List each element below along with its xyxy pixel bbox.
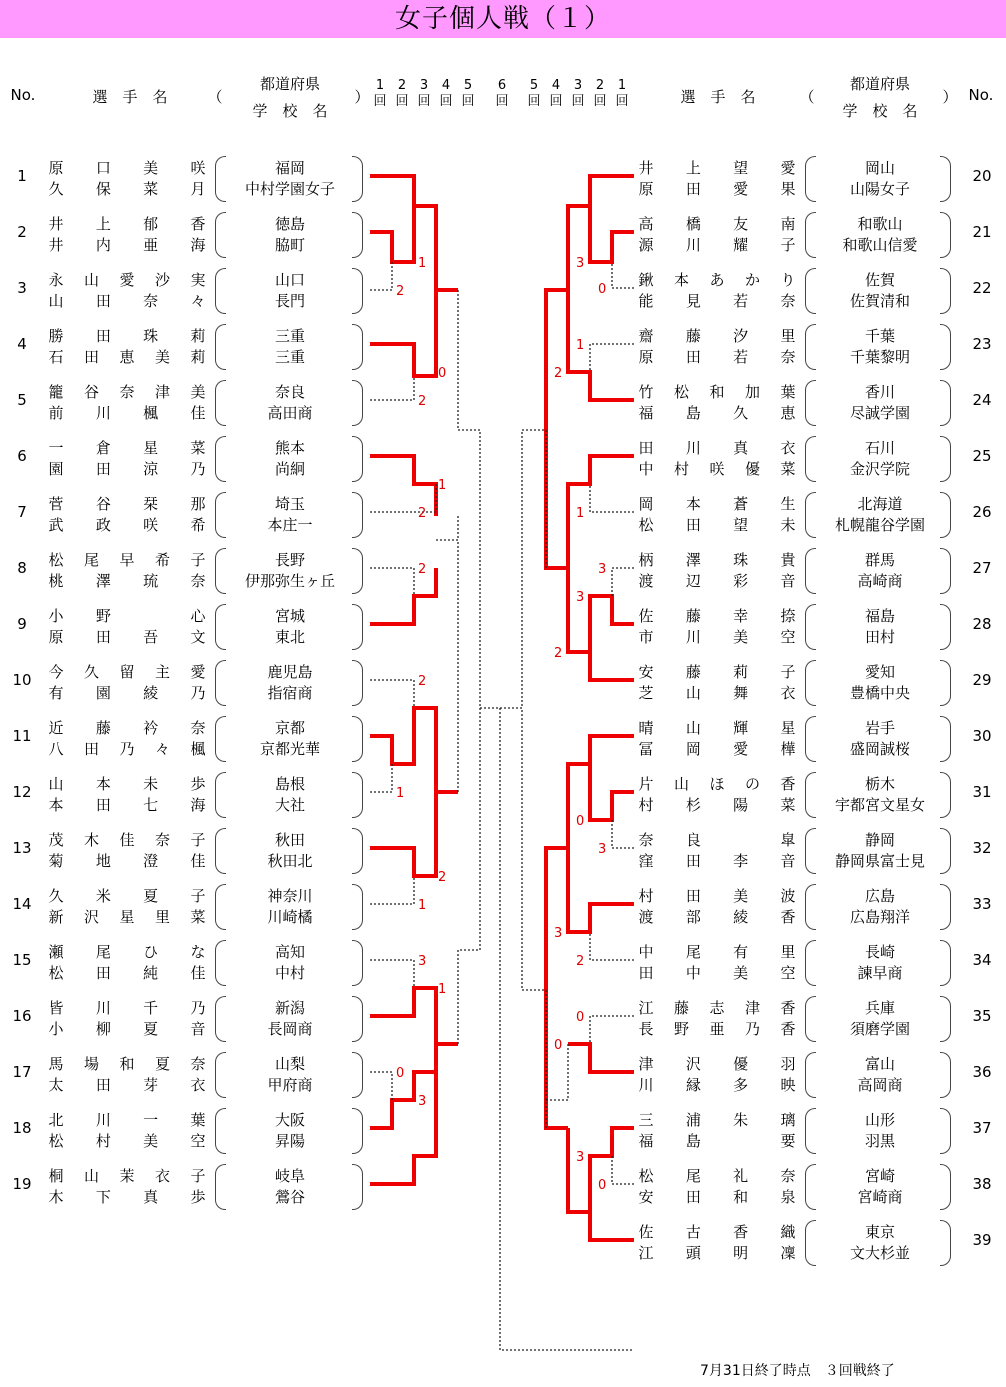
partner-name: 窪 田 李 音 [638, 852, 796, 870]
prefecture: 香川 [864, 383, 895, 401]
player-name: 村 田 美 波 [638, 887, 796, 905]
round-suffix: 回 [571, 94, 585, 109]
header-pref-right: 都道府県 [849, 75, 910, 93]
match-score: 2 [396, 284, 405, 299]
partner-name: 武 政 咲 希 [48, 516, 206, 534]
school-name: 尚絅 [274, 460, 305, 478]
loser-line [370, 376, 414, 400]
player-name: 松 尾 礼 奈 [638, 1167, 796, 1185]
right-player-number: 26 [972, 503, 992, 521]
player-name: 近 藤 衿 奈 [48, 719, 206, 737]
school-name: 三重 [274, 348, 305, 366]
winner-line [568, 1128, 634, 1212]
player-name: 皆 川 千 乃 [48, 999, 206, 1017]
school-name: 中村 [274, 964, 305, 982]
player-name: 三 浦 朱 璃 [638, 1111, 796, 1129]
partner-name: 芝 山 舞 衣 [638, 684, 796, 702]
left-player-number: 9 [17, 615, 27, 633]
left-player-number: 8 [17, 559, 27, 577]
loser-line [590, 1016, 634, 1044]
prefecture: 鹿児島 [267, 663, 313, 681]
player-name: 原 口 美 咲 [48, 159, 206, 177]
player-name: 山 本 未 歩 [48, 775, 206, 793]
school-name: 須磨学園 [849, 1020, 910, 1038]
round-label-r5: 5 [529, 78, 539, 93]
partner-name: 中 村 咲 優 菜 [638, 460, 796, 478]
match-score: 2 [554, 366, 563, 381]
match-score: 2 [418, 394, 427, 409]
winner-line [370, 290, 436, 376]
match-score: 0 [598, 1178, 607, 1193]
header-paren-open-left: （ [207, 88, 223, 106]
header-paren-open-right: （ [799, 88, 815, 106]
loser-line [370, 960, 414, 988]
left-player-number: 17 [12, 1063, 32, 1081]
match-score: 3 [576, 590, 585, 605]
school-name: 広島翔洋 [849, 908, 910, 926]
school-name: 脇町 [274, 236, 305, 254]
loser-line [612, 820, 634, 848]
player-name: 佐 藤 幸 捺 [638, 607, 796, 625]
partner-name: 本 田 七 海 [48, 796, 206, 814]
prefecture: 千葉 [864, 327, 895, 345]
player-name: 奈 良 皐 [638, 831, 796, 849]
round-suffix: 回 [395, 94, 409, 109]
school-name: 盛岡誠桜 [849, 740, 910, 758]
left-player-number: 18 [12, 1119, 32, 1137]
header-player-left: 選 手 名 [92, 88, 168, 106]
prefecture: 福岡 [274, 159, 305, 177]
winner-line [370, 206, 414, 262]
school-name: 札幌龍谷学園 [834, 516, 925, 534]
match-score: 0 [554, 1038, 563, 1053]
loser-line [590, 484, 634, 512]
school-name: 指宿商 [267, 684, 313, 702]
school-name: 高崎商 [857, 572, 903, 590]
prefecture: 奈良 [274, 383, 305, 401]
match-score: 2 [418, 674, 427, 689]
player-name: 一 倉 星 菜 [48, 439, 206, 457]
prefecture: 岐阜 [274, 1167, 305, 1185]
left-player-number: 4 [17, 335, 27, 353]
school-name: 宮崎商 [857, 1188, 903, 1206]
player-name: 中 尾 有 里 [638, 943, 796, 961]
school-name: 長岡商 [267, 1020, 313, 1038]
match-score: 1 [576, 506, 585, 521]
school-name: 甲府商 [267, 1076, 313, 1094]
prefecture: 石川 [864, 439, 895, 457]
loser-line [612, 568, 634, 596]
header-no-left: No. [10, 86, 36, 104]
right-player-number: 32 [972, 839, 992, 857]
partner-name: 松 田 望 未 [638, 516, 796, 534]
left-player-number: 3 [17, 279, 27, 297]
round-suffix: 回 [439, 94, 453, 109]
right-player-number: 25 [972, 447, 992, 465]
footer-status: 7月31日終了時点 ３回戦終了 [700, 1363, 895, 1379]
prefecture: 北海道 [857, 495, 903, 513]
right-player-number: 20 [972, 167, 992, 185]
round-label-l4: 4 [441, 78, 451, 93]
player-name: 晴 山 輝 星 [638, 719, 796, 737]
round-label-r1: 1 [617, 78, 627, 93]
winner-line [568, 568, 634, 652]
school-name: 昇陽 [274, 1132, 305, 1150]
round-label-r3: 3 [573, 78, 583, 93]
prefecture: 福島 [864, 607, 895, 625]
partner-name: 前 川 楓 佳 [48, 404, 206, 422]
prefecture: 群馬 [864, 551, 895, 569]
player-name: 井 上 郁 香 [48, 215, 206, 233]
school-name: 秋田北 [267, 852, 313, 870]
prefecture: 富山 [864, 1055, 895, 1073]
prefecture: 和歌山 [857, 215, 903, 233]
right-player-number: 23 [972, 335, 992, 353]
round-label-l3: 3 [419, 78, 429, 93]
partner-name: 田 中 美 空 [638, 964, 796, 982]
loser-line [370, 568, 414, 596]
school-name: 中村学園女子 [244, 180, 335, 198]
header-paren-close-right: ） [942, 88, 958, 106]
loser-line [590, 932, 634, 960]
partner-name: 原 田 若 奈 [638, 348, 796, 366]
prefecture: 佐賀 [864, 271, 895, 289]
match-score: 3 [598, 842, 607, 857]
match-score: 2 [576, 954, 585, 969]
winner-line [590, 652, 634, 680]
partner-name: 源 川 耀 子 [638, 236, 796, 254]
player-name: 菅 谷 栞 那 [48, 495, 206, 513]
left-player-number: 2 [17, 223, 27, 241]
prefecture: 栃木 [864, 775, 895, 793]
school-name: 田村 [864, 628, 895, 646]
player-name: 佐 古 香 織 [638, 1223, 796, 1241]
school-name: 静岡県富士見 [834, 852, 925, 870]
partner-name: 園 田 涼 乃 [48, 460, 206, 478]
right-player-number: 36 [972, 1063, 992, 1081]
match-score: 1 [438, 478, 447, 493]
prefecture: 熊本 [274, 439, 305, 457]
player-name: 高 橋 友 南 [638, 215, 796, 233]
partner-name: 福 島 久 恵 [638, 404, 796, 422]
right-player-number: 28 [972, 615, 992, 633]
round-suffix: 回 [593, 94, 607, 109]
partner-name: 有 園 綾 乃 [48, 684, 206, 702]
match-score: 3 [418, 954, 427, 969]
prefecture: 岡山 [864, 159, 895, 177]
loser-line [458, 290, 500, 708]
school-name: 佐賀清和 [849, 292, 910, 310]
partner-name: 松 村 美 空 [48, 1132, 206, 1150]
partner-name: 長 野 亜 乃 香 [638, 1020, 796, 1038]
loser-line [370, 262, 392, 290]
prefecture: 三重 [274, 327, 305, 345]
round-label-l2: 2 [397, 78, 407, 93]
prefecture: 東京 [864, 1223, 895, 1241]
partner-name: 原 田 愛 果 [638, 180, 796, 198]
school-name: 文大杉並 [849, 1244, 910, 1262]
partner-name: 原 田 吾 文 [48, 628, 206, 646]
right-player-number: 37 [972, 1119, 992, 1137]
school-name: 長門 [274, 292, 305, 310]
school-name: 高岡商 [857, 1076, 903, 1094]
left-player-number: 19 [12, 1175, 32, 1193]
match-score: 3 [598, 562, 607, 577]
winner-line [590, 206, 634, 262]
prefecture: 神奈川 [267, 887, 313, 905]
winner-line [370, 792, 436, 876]
right-player-number: 29 [972, 671, 992, 689]
loser-line [370, 1072, 392, 1100]
loser-line [590, 344, 634, 372]
player-name: 竹 松 和 加 葉 [638, 383, 796, 401]
match-score: 0 [576, 1010, 585, 1025]
prefecture: 静岡 [864, 831, 895, 849]
header-school-right: 学 校 名 [842, 102, 918, 120]
school-name: 和歌山信愛 [842, 236, 918, 254]
school-name: 宇都宮文星女 [834, 796, 925, 814]
partner-name: 小 柳 夏 音 [48, 1020, 206, 1038]
partner-name: 山 田 奈 々 [48, 292, 206, 310]
loser-line [612, 1156, 634, 1184]
player-name: 片 山 ほ の 香 [638, 775, 796, 793]
page-title: 女子個人戦（１） [394, 4, 611, 34]
right-player-number: 39 [972, 1231, 992, 1249]
loser-line [436, 516, 458, 540]
winner-line [568, 848, 634, 932]
right-player-number: 21 [972, 223, 992, 241]
round-label-center: 6 [497, 78, 507, 93]
player-name: 田 川 真 衣 [638, 439, 796, 457]
partner-name: 川 縁 多 映 [638, 1076, 796, 1094]
match-score: 1 [438, 982, 447, 997]
match-score: 3 [554, 926, 563, 941]
player-name: 瀬 尾 ひ な [48, 943, 206, 961]
player-name: 久 米 夏 子 [48, 887, 206, 905]
match-score: 2 [438, 870, 447, 885]
player-name: 籠 谷 奈 津 美 [48, 383, 206, 401]
loser-line [522, 708, 546, 1128]
left-player-number: 16 [12, 1007, 32, 1025]
school-name: 川崎橘 [267, 908, 313, 926]
match-score: 1 [418, 898, 427, 913]
match-score: 0 [438, 366, 447, 381]
prefecture: 新潟 [274, 999, 305, 1017]
left-player-number: 12 [12, 783, 32, 801]
school-name: 高田商 [267, 404, 313, 422]
header-pref-left: 都道府県 [259, 75, 320, 93]
prefecture: 島根 [274, 775, 305, 793]
match-score: 3 [576, 256, 585, 271]
prefecture: 高知 [274, 943, 305, 961]
player-name: 桐 山 茉 衣 子 [48, 1167, 206, 1185]
prefecture: 山口 [274, 271, 305, 289]
prefecture: 長野 [274, 551, 305, 569]
prefecture: 山梨 [274, 1055, 305, 1073]
left-player-number: 10 [12, 671, 32, 689]
player-name: 今 久 留 主 愛 [48, 663, 206, 681]
partner-name: 木 下 真 歩 [48, 1188, 206, 1206]
school-name: 鶯谷 [274, 1188, 305, 1206]
school-name: 千葉黎明 [849, 348, 910, 366]
player-name: 安 藤 莉 子 [638, 663, 796, 681]
player-name: 小 野 心 [48, 607, 206, 625]
left-player-number: 15 [12, 951, 32, 969]
round-suffix: 回 [461, 94, 475, 109]
partner-name: 渡 部 綾 香 [638, 908, 796, 926]
partner-name: 渡 辺 彩 音 [638, 572, 796, 590]
player-name: 齋 藤 汐 里 [638, 327, 796, 345]
right-player-number: 31 [972, 783, 992, 801]
header-school-left: 学 校 名 [252, 102, 328, 120]
left-player-number: 14 [12, 895, 32, 913]
winner-line [590, 764, 634, 820]
match-score: 1 [396, 786, 405, 801]
round-label-l5: 5 [463, 78, 473, 93]
partner-name: 新 沢 星 里 菜 [48, 908, 206, 926]
partner-name: 村 杉 陽 菜 [638, 796, 796, 814]
partner-name: 井 内 亜 海 [48, 236, 206, 254]
partner-name: 冨 岡 愛 樺 [638, 740, 796, 758]
partner-name: 桃 澤 琉 奈 [48, 572, 206, 590]
player-name: 茂 木 佳 奈 子 [48, 831, 206, 849]
match-score: 3 [418, 1094, 427, 1109]
left-player-number: 6 [17, 447, 27, 465]
right-player-number: 30 [972, 727, 992, 745]
match-score: 3 [576, 1150, 585, 1165]
round-suffix: 回 [549, 94, 563, 109]
prefecture: 埼玉 [274, 495, 305, 513]
partner-name: 久 保 菜 月 [48, 180, 206, 198]
header-paren-close-left: ） [354, 88, 370, 106]
school-name: 金沢学院 [849, 460, 910, 478]
school-name: 羽黒 [864, 1132, 895, 1150]
prefecture: 宮崎 [864, 1167, 895, 1185]
left-player-number: 7 [17, 503, 27, 521]
school-name: 京都光華 [259, 740, 320, 758]
school-name: 東北 [274, 628, 305, 646]
loser-line [612, 262, 634, 288]
player-name: 岡 本 蒼 生 [638, 495, 796, 513]
prefecture: 京都 [274, 719, 305, 737]
match-score: 2 [418, 562, 427, 577]
round-label-r2: 2 [595, 78, 605, 93]
player-name: 永 山 愛 沙 実 [48, 271, 206, 289]
prefecture: 長崎 [864, 943, 895, 961]
school-name: 本庄一 [267, 516, 313, 534]
partner-name: 能 見 若 奈 [638, 292, 796, 310]
right-player-number: 35 [972, 1007, 992, 1025]
partner-name: 太 田 芽 衣 [48, 1076, 206, 1094]
winner-line [568, 1044, 634, 1072]
right-player-number: 27 [972, 559, 992, 577]
right-player-number: 38 [972, 1175, 992, 1193]
right-player-number: 24 [972, 391, 992, 409]
round-suffix: 回 [495, 94, 509, 109]
match-score: 0 [598, 282, 607, 297]
prefecture: 宮城 [274, 607, 305, 625]
school-name: 諫早商 [857, 964, 903, 982]
partner-name: 安 田 和 泉 [638, 1188, 796, 1206]
partner-name: 福 島 要 [638, 1132, 796, 1150]
match-score: 2 [554, 646, 563, 661]
round-label-l1: 1 [375, 78, 385, 93]
loser-line [370, 764, 392, 792]
partner-name: 八 田 乃 々 楓 [48, 740, 206, 758]
player-name: 勝 田 珠 莉 [48, 327, 206, 345]
prefecture: 大阪 [274, 1111, 305, 1129]
prefecture: 秋田 [274, 831, 305, 849]
left-player-number: 1 [17, 167, 27, 185]
player-name: 北 川 一 葉 [48, 1111, 206, 1129]
match-score: 1 [418, 256, 427, 271]
winner-line [370, 1044, 436, 1128]
round-suffix: 回 [373, 94, 387, 109]
player-name: 江 藤 志 津 香 [638, 999, 796, 1017]
school-name: 山陽女子 [849, 180, 910, 198]
loser-line [500, 430, 546, 708]
partner-name: 石 田 恵 美 莉 [48, 348, 206, 366]
match-score: 2 [418, 506, 427, 521]
prefecture: 愛知 [864, 663, 895, 681]
round-suffix: 回 [417, 94, 431, 109]
player-name: 馬 場 和 夏 奈 [48, 1055, 206, 1073]
right-player-number: 22 [972, 279, 992, 297]
prefecture: 徳島 [274, 215, 305, 233]
player-name: 柄 澤 珠 貴 [638, 551, 796, 569]
right-player-number: 33 [972, 895, 992, 913]
prefecture: 山形 [864, 1111, 895, 1129]
player-name: 津 沢 優 羽 [638, 1055, 796, 1073]
round-suffix: 回 [615, 94, 629, 109]
partner-name: 江 頭 明 凜 [638, 1244, 796, 1262]
round-suffix: 回 [527, 94, 541, 109]
partner-name: 松 田 純 佳 [48, 964, 206, 982]
prefecture: 岩手 [864, 719, 895, 737]
player-name: 井 上 望 愛 [638, 159, 796, 177]
loser-line [370, 876, 414, 904]
player-name: 鍬 本 あ か り [638, 271, 796, 289]
match-score: 0 [396, 1066, 405, 1081]
right-player-number: 34 [972, 951, 992, 969]
header-no-right: No. [968, 86, 994, 104]
school-name: 尽誠学園 [849, 404, 910, 422]
winner-line [370, 708, 458, 792]
prefecture: 兵庫 [864, 999, 895, 1017]
partner-name: 市 川 美 空 [638, 628, 796, 646]
player-name: 松 尾 早 希 子 [48, 551, 206, 569]
loser-line [370, 680, 414, 708]
match-score: 1 [576, 338, 585, 353]
school-name: 大社 [274, 796, 305, 814]
left-player-number: 13 [12, 839, 32, 857]
left-player-number: 5 [17, 391, 27, 409]
school-name: 伊那弥生ヶ丘 [244, 572, 335, 590]
winner-line [590, 1212, 634, 1240]
partner-name: 菊 地 澄 佳 [48, 852, 206, 870]
school-name: 豊橋中央 [849, 684, 910, 702]
prefecture: 広島 [864, 887, 895, 905]
loser-line [458, 708, 480, 1044]
header-player-right: 選 手 名 [680, 88, 756, 106]
left-player-number: 11 [12, 727, 32, 745]
round-label-r4: 4 [551, 78, 561, 93]
match-score: 0 [576, 814, 585, 829]
